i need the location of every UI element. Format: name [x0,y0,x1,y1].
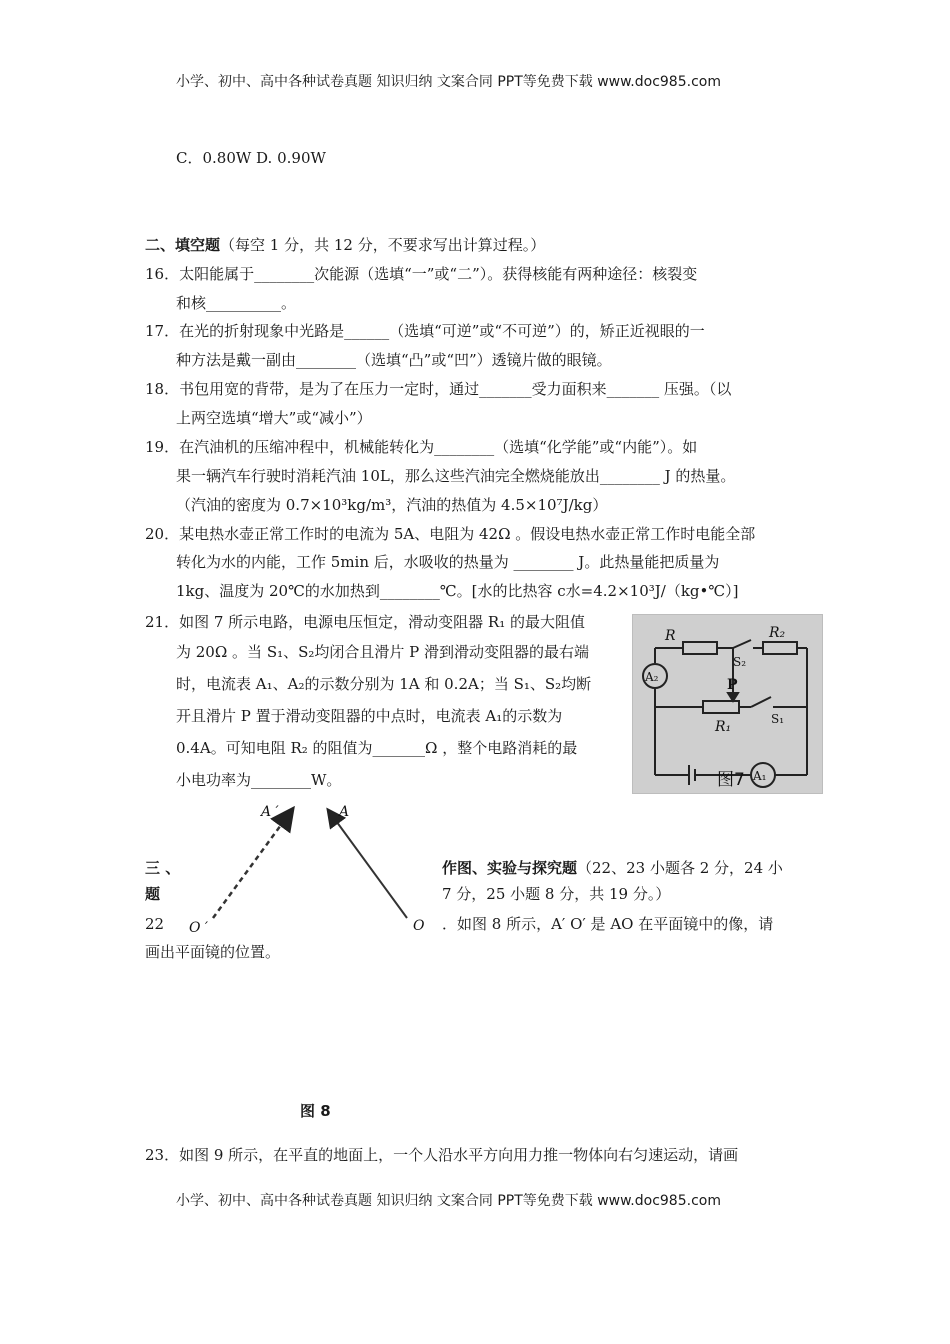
question-19-line-2: 果一辆汽车行驶时消耗汽油 10L，那么这些汽油完全燃烧能放出________ J 的热量。 [176,467,736,485]
arrow-a-o [331,814,407,918]
circuit-diagram [633,615,822,793]
arrow-a-prime-o-prime [213,814,289,918]
section-3-prefix-b: 题 [145,885,161,903]
question-20-line-2: 转化为水的内能，工作 5min 后，水吸收的热量为 ________ J。此热量能把质量为 [176,553,720,571]
section-3-title: 作图、实验与探究题 [442,859,578,877]
figure-8-diagram [185,800,435,940]
section-3-heading [442,858,783,878]
question-17-line-1: 17．在光的折射现象中光路是______（选填“可逆”或“不可逆”）的，矫正近视眼的一 [145,322,705,340]
question-18-line-1: 18．书包用宽的背带，是为了在压力一定时，通过_______受力面积来_______ 压强。（以 [145,380,732,398]
label-r2: R₂ [769,625,786,641]
figure-7-caption: 图7 [717,770,745,790]
question-17-line-2: 种方法是戴一副由________（选填“凸”或“凹”）透镜片做的眼镜。 [176,351,612,369]
label-a1: A₁ [753,769,767,783]
question-22-number: 22 [145,915,165,933]
question-20-line-1: 20．某电热水壶正常工作时的电流为 5A、电阻为 42Ω 。假设电热水壶正常工作时电能全部 [145,525,756,543]
question-22-text: ．如图 8 所示，A′ O′ 是 AO 在平面镜中的像，请 [442,915,774,933]
label-r1: R₁ [715,719,732,735]
question-18-line-2: 上两空选填“增大”或“减小”） [176,409,372,427]
figure-8-caption: 图 8 [300,1102,331,1120]
label-o-prime: O ′ [189,920,209,936]
section-3-prefix-a: 三 、 [145,859,181,877]
question-20-line-3: 1kg、温度为 20℃的水加热到________℃。[水的比热容 c水=4.2×10³J/（kg•℃）] [176,582,739,600]
label-s2: S₂ [733,655,747,669]
question-16-line-2: 和核__________。 [176,294,297,312]
mirror-image-arrows [185,800,435,940]
label-a-prime: A ′ [261,804,279,820]
label-a2: A₂ [645,670,659,684]
label-s1: S₁ [771,712,785,726]
section-2-title: 二、填空题 [145,236,221,254]
label-r: R [665,628,676,644]
question-22-text-2: 画出平面镜的位置。 [145,943,281,961]
label-p: P [727,677,738,693]
section-2-heading [145,235,545,255]
question-21-line-4: 开且滑片 P 置于滑动变阻器的中点时，电流表 A₁的示数为 [176,707,563,725]
page-header: 小学、初中、高中各种试卷真题 知识归纳 文案合同 PPT等免费下载 www.doc985.com [176,74,721,90]
options-c-d: C．0.80W D. 0.90W [176,149,326,167]
section-3-note-2: 7 分，25 小题 8 分，共 19 分。） [442,885,671,903]
question-21-line-6: 小电功率为________W。 [176,771,342,789]
page-footer: 小学、初中、高中各种试卷真题 知识归纳 文案合同 PPT等免费下载 www.doc985.com [176,1193,721,1209]
question-19-line-1: 19．在汽油机的压缩冲程中，机械能转化为________（选填“化学能”或“内能”）。如 [145,438,698,456]
question-21-line-2: 为 20Ω 。当 S₁、S₂均闭合且滑片 P 滑到滑动变阻器的最右端 [176,643,590,661]
question-23-line-1: 23．如图 9 所示，在平直的地面上，一个人沿水平方向用力推一物体向右匀速运动，请画 [145,1146,739,1164]
label-a: A [339,804,350,820]
section-3-note-1: （22、23 小题各 2 分，24 小 [577,859,783,877]
question-21-line-1: 21．如图 7 所示电路，电源电压恒定，滑动变阻器 R₁ 的最大阻值 [145,613,586,631]
question-21-line-5: 0.4A。可知电阻 R₂ 的阻值为_______Ω ，整个电路消耗的最 [176,739,578,757]
question-21-line-3: 时，电流表 A₁、A₂的示数分别为 1A 和 0.2A；当 S₁、S₂均断 [176,675,592,693]
section-2-note: （每空 1 分，共 12 分，不要求写出计算过程。） [220,236,546,254]
label-o: O [413,918,425,934]
question-19-line-3: （汽油的密度为 0.7×10³kg/m³，汽油的热值为 4.5×10⁷J/kg） [176,496,608,514]
figure-7-circuit [632,614,823,794]
question-16-line-1: 16．太阳能属于________次能源（选填“一”或“二”）。获得核能有两种途径：核裂变 [145,265,698,283]
